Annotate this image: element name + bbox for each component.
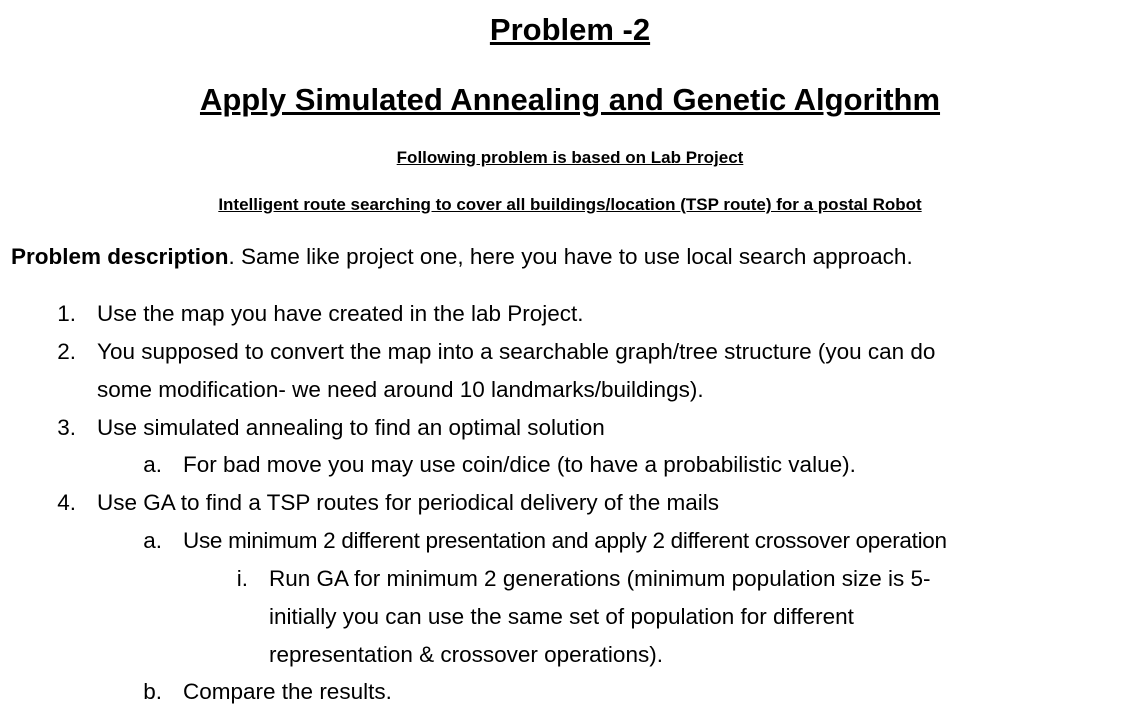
list-item-text: Use GA to find a TSP routes for periodical delivery of the mails (97, 490, 719, 515)
sublist-item-marker: a. (143, 452, 162, 477)
list-item-text: some modification- we need around 10 landmarks/buildings). (97, 377, 704, 402)
lab-project-note: Following problem is based on Lab Project (396, 148, 744, 167)
list-item-text: Use simulated annealing to find an optimal solution (97, 415, 605, 440)
subsublist-item-text: initially you can use the same set of population for different (269, 604, 854, 629)
problem-description-label: Problem description (11, 244, 229, 269)
subsublist-item-marker: i. (236, 566, 248, 591)
list-item-marker: 1. (57, 301, 76, 326)
project-title: Intelligent route searching to cover all buildings/location (TSP route) for a postal Robot (218, 195, 922, 214)
sublist-item-text: Compare the results. (183, 679, 392, 704)
problem-description-text: . Same like project one, here you have to use local search approach. (228, 244, 913, 269)
sublist-item-marker: b. (143, 679, 162, 704)
sublist-item-marker: a. (143, 528, 162, 553)
list-item-marker: 2. (57, 339, 76, 364)
list-item-text: Use the map you have created in the lab Project. (97, 301, 584, 326)
sublist-item-text: Use minimum 2 different presentation and apply 2 different crossover operation (183, 528, 947, 553)
problem-description (11, 241, 913, 273)
page-title: Problem -2 (489, 12, 651, 47)
subsublist-item-text: Run GA for minimum 2 generations (minimum population size is 5- (269, 566, 931, 591)
list-item-marker: 3. (57, 415, 76, 440)
page-subtitle: Apply Simulated Annealing and Genetic Algorithm (199, 82, 941, 117)
list-item-text: You supposed to convert the map into a searchable graph/tree structure (you can do (97, 339, 936, 364)
subsublist-item-text: representation & crossover operations). (269, 642, 663, 667)
list-item-marker: 4. (57, 490, 76, 515)
sublist-item-text: For bad move you may use coin/dice (to have a probabilistic value). (183, 452, 856, 477)
